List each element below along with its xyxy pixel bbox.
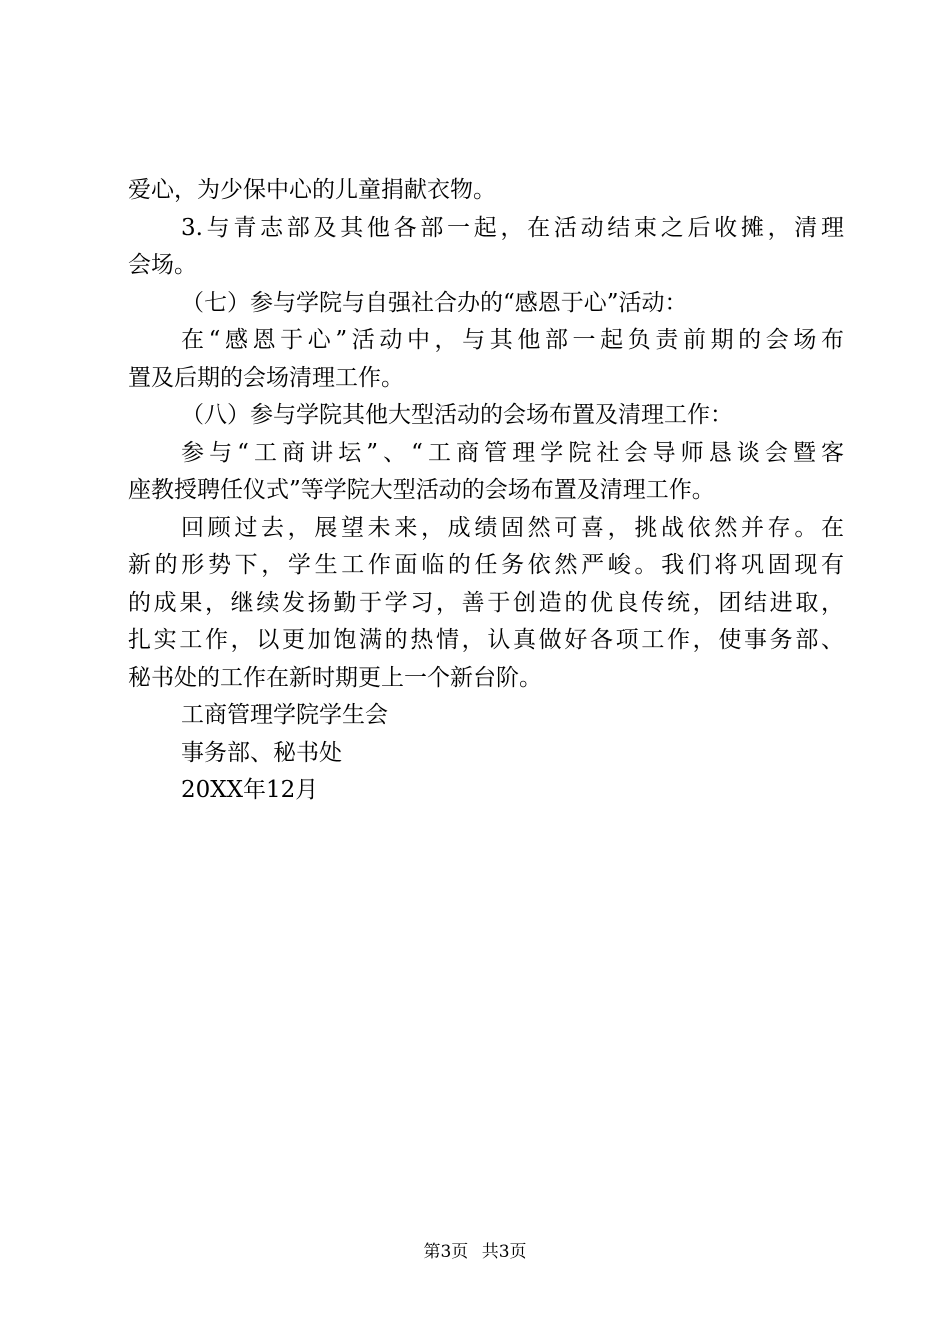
page-total: 共3页 xyxy=(481,1242,527,1262)
section-heading: （八）参与学院其他大型活动的会场布置及清理工作： xyxy=(181,402,733,428)
section-heading: （七）参与学院与自强社合办的“感恩于心”活动： xyxy=(181,289,688,316)
text-line: 新的形势下，学生工作面临的任务依然严峻。我们将巩固现有 xyxy=(128,552,844,578)
signature-date: 20XX年12月 xyxy=(181,777,319,803)
text-line: 的成果，继续发扬勤于学习，善于创造的优良传统，团结进取， xyxy=(128,589,844,616)
text-line: 3.与青志部及其他各部一起，在活动结束之后收摊，清理 xyxy=(181,214,844,241)
text-line: 置及后期的会场清理工作。 xyxy=(128,364,404,391)
text-line: 回顾过去，展望未来，成绩固然可喜，挑战依然并存。在 xyxy=(181,514,844,541)
page-number: 第3页 xyxy=(423,1242,469,1262)
text-line: 扎实工作，以更加饱满的热情，认真做好各项工作，使事务部、 xyxy=(128,627,844,653)
text-line: 座教授聘任仪式”等学院大型活动的会场布置及清理工作。 xyxy=(128,477,715,503)
page-footer xyxy=(0,1241,950,1263)
text-line: 在“感恩于心”活动中，与其他部一起负责前期的会场布 xyxy=(181,327,844,353)
document-body xyxy=(128,172,844,810)
signature-department: 事务部、秘书处 xyxy=(181,739,342,766)
signature-organization: 工商管理学院学生会 xyxy=(181,702,388,728)
text-line: 参与“工商讲坛”、“工商管理学院社会导师恳谈会暨客 xyxy=(181,439,844,466)
text-line: 会场。 xyxy=(128,252,197,278)
text-line: 爱心，为少保中心的儿童捐献衣物。 xyxy=(128,177,496,203)
text-line: 秘书处的工作在新时期更上一个新台阶。 xyxy=(128,664,542,691)
